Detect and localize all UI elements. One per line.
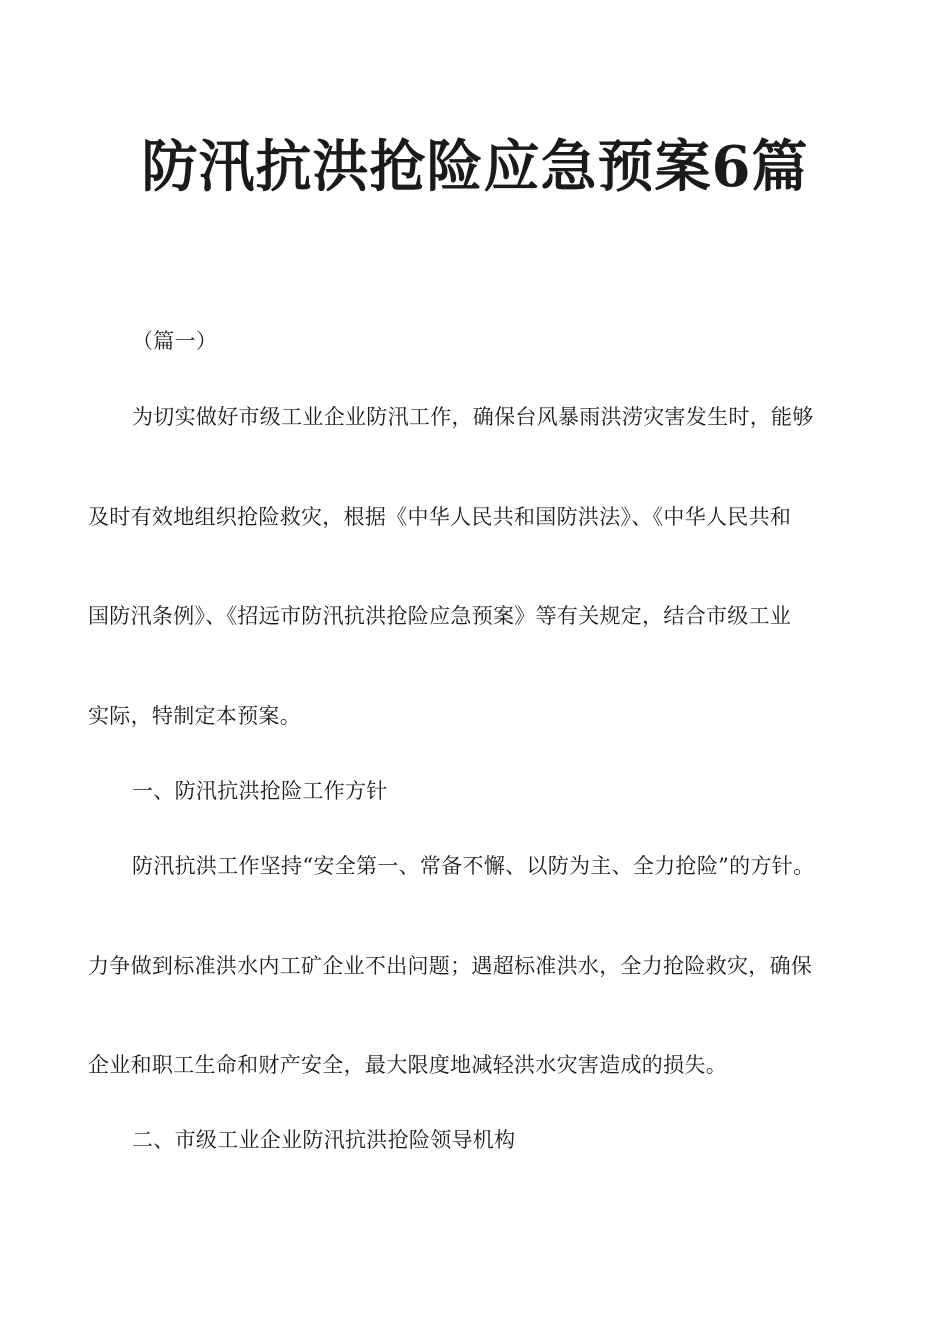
paragraph-line: 实际，特制定本预案。: [88, 704, 301, 728]
section-heading: 二、市级工业企业防汛抗洪抢险领导机构: [132, 1128, 516, 1152]
document-title: 防汛抗洪抢险应急预案6篇: [141, 134, 809, 200]
section-heading: 一、防汛抗洪抢险工作方针: [132, 779, 388, 803]
paragraph-line: 及时有效地组织抢险救灾，根据《中华人民共和国防洪法》、《中华人民共和: [88, 505, 792, 529]
section-label: （篇一）: [132, 329, 218, 353]
paragraph-line: 力争做到标准洪水内工矿企业不出问题；遇超标准洪水，全力抢险救灾，确保: [88, 954, 813, 978]
paragraph-line: 为切实做好市级工业企业防汛工作，确保台风暴雨洪涝灾害发生时，能够: [132, 405, 814, 429]
paragraph-line: 防汛抗洪工作坚持“安全第一、常备不懈、以防为主、全力抢险”的方针。: [132, 854, 815, 878]
paragraph-line: 国防汛条例》、《招远市防汛抗洪抢险应急预案》等有关规定，结合市级工业: [88, 604, 792, 628]
paragraph-line: 企业和职工生命和财产安全，最大限度地减轻洪水灾害造成的损失。: [88, 1053, 727, 1077]
